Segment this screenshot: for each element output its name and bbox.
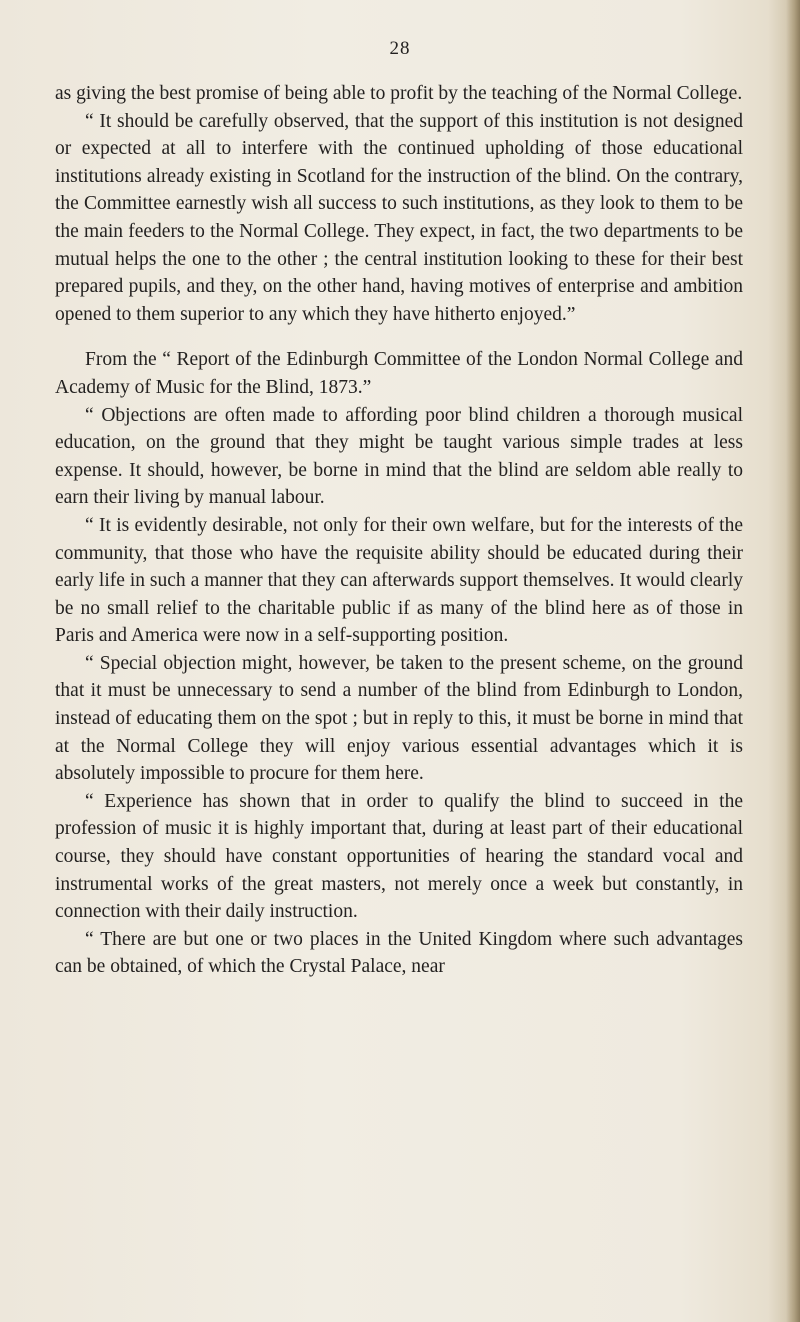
paragraph-united-kingdom: “ There are but one or two places in the United Kingdom where such advantages can be obtained, of which the Crystal Palace, near [55, 928, 743, 978]
paragraph-continuation: as giving the best promise of being able to profit by the teaching of the Normal College. [55, 83, 743, 104]
page-edge-shadow [786, 0, 800, 1322]
paragraph-desirable: “ It is evidently desirable, not only for their own welfare, but for the interests of the community, that those who have the requisite ability should be educated during their early life in such a manner that they can afterwards support themselves. It would clearly be no small relief to the charitable public if as many of the blind here as of those in Paris and America were now in a self-supporting position. [55, 514, 743, 647]
page-number: 28 [389, 38, 411, 59]
paragraph-experience: “ Experience has shown that in order to qualify the blind to succeed in the profession of music it is highly important that, during at least part of their educational course, they should have constant opportunities of hearing the standard vocal and instrumental works of the great masters, not merely once a week but constantly, in connection with their daily instruction. [55, 790, 743, 923]
body-text [55, 80, 743, 981]
paragraph-special-objection: “ Special objection might, however, be taken to the present scheme, on the ground that it must be unnecessary to send a number of the blind from Edinburgh to London, instead of educating them on the spot ; but in reply to this, it must be borne in mind that at the Normal College they will enjoy various essential advantages which it is absolutely impossible to procure for them here. [55, 652, 743, 785]
paragraph-report-source: From the “ Report of the Edinburgh Committee of the London Normal College and Academy of Music for the Blind, 1873.” [55, 349, 743, 398]
paragraph-institution-support: “ It should be carefully observed, that the support of this institution is not designed or expected at all to interfere with the continued upholding of those educational institutions already existing in Scotland for the instruction of the blind. On the contrary, the Committee earnestly wish all success to such institutions, as they look to them to be the main feeders to the Normal College. They expect, in fact, the two departments to be mutual helps the one to the other ; the central institution looking to these for their best prepared pupils, and they, on the other hand, having motives of enterprise and ambition opened to them superior to any which they have hitherto enjoyed.” [55, 110, 743, 325]
paragraph-objections: “ Objections are often made to affording poor blind children a thorough musical education, on the ground that they might be taught various simple trades at less expense. It should, however, be borne in mind that the blind are seldom able really to earn their living by manual labour. [55, 404, 743, 509]
